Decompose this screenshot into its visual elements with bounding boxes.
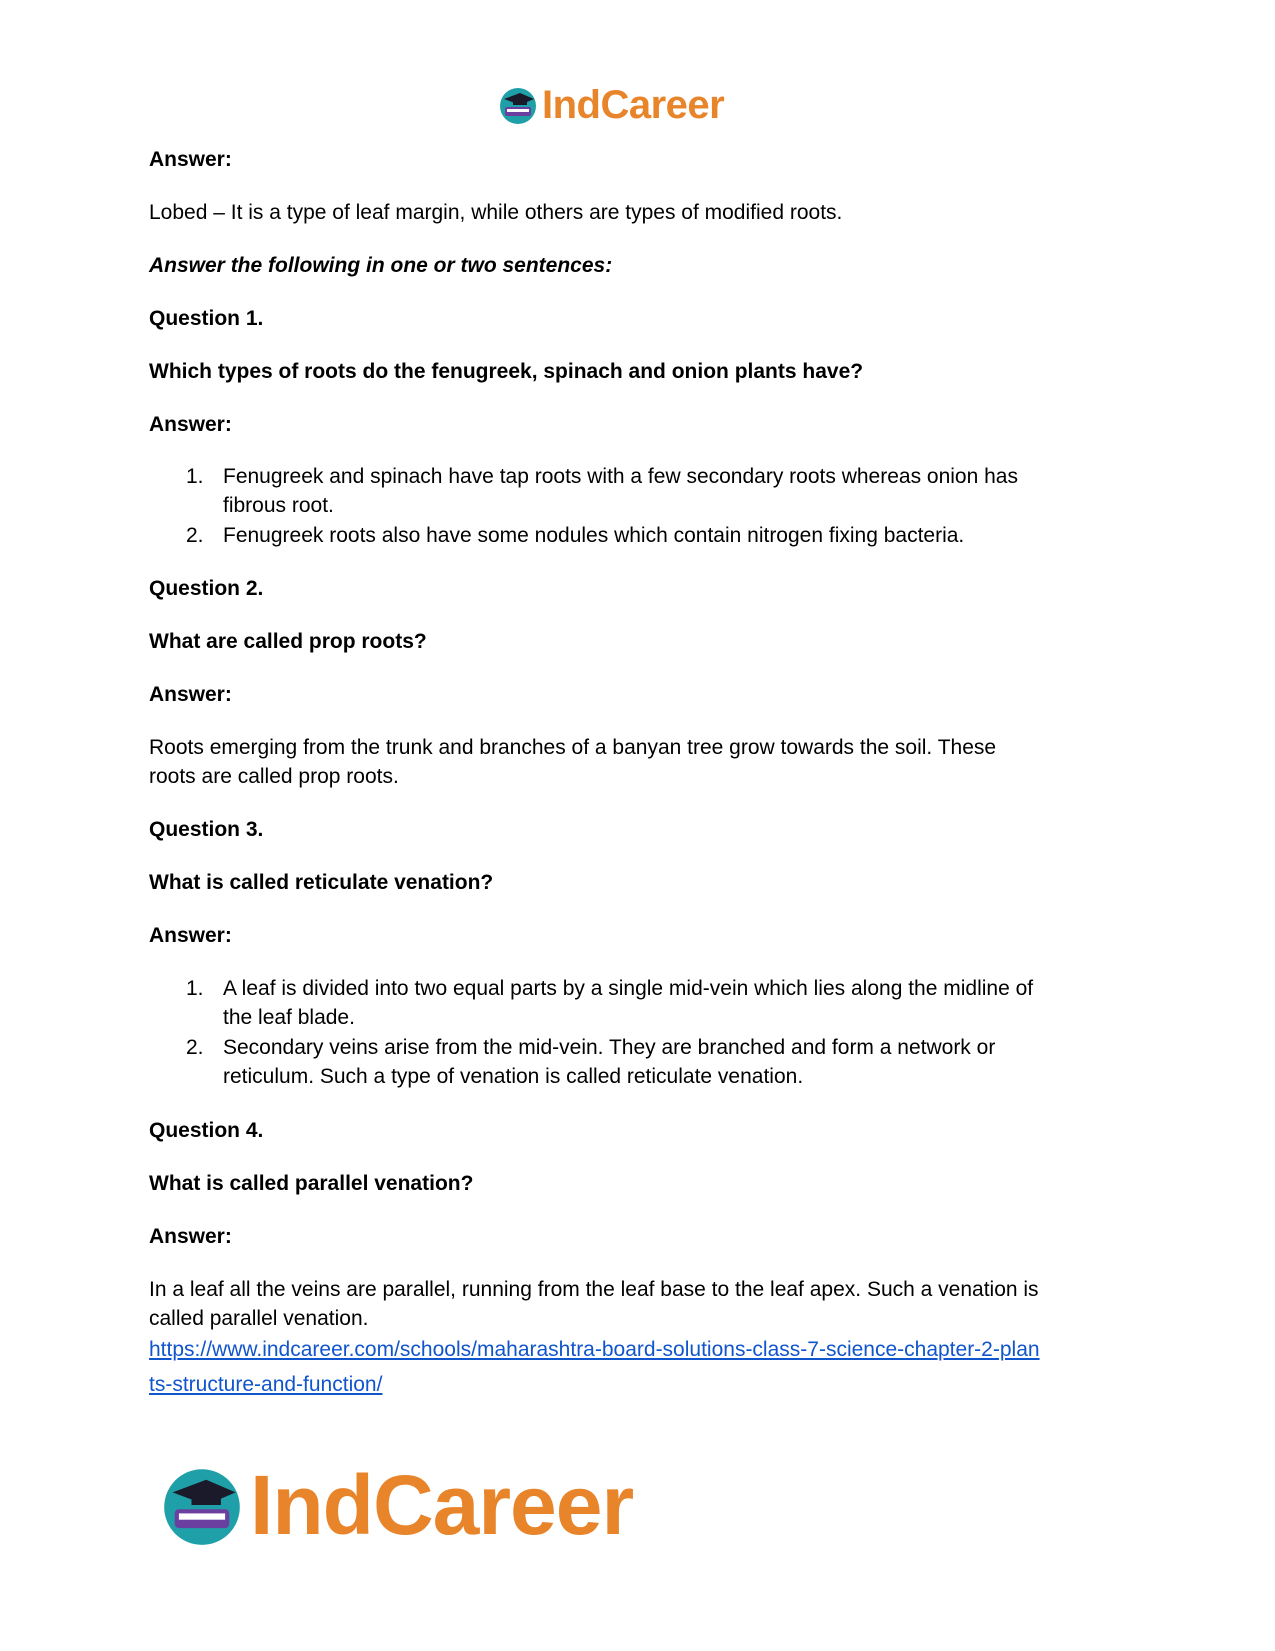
- list-item-number: 2.: [186, 1036, 204, 1059]
- graduation-book-icon: [160, 1463, 244, 1547]
- answer-label: Answer:: [149, 148, 232, 171]
- list-item-text: Secondary veins arise from the mid-vein. They are branched and form a network or: [223, 1036, 996, 1059]
- list-item-text-continued: reticulum. Such a type of venation is called reticulate venation.: [223, 1065, 804, 1088]
- list-item-text-continued: the leaf blade.: [223, 1006, 355, 1029]
- question-1-text: Which types of roots do the fenugreek, spinach and onion plants have?: [149, 360, 864, 383]
- question-2-answer-text: Roots emerging from the trunk and branches of a banyan tree grow towards the soil. These: [149, 736, 997, 759]
- question-3-text: What is called reticulate venation?: [149, 871, 494, 894]
- section-heading: Answer the following in one or two sentences:: [149, 254, 613, 277]
- source-link-continued[interactable]: ts-structure-and-function/: [149, 1373, 383, 1396]
- question-3-answer-label: Answer:: [149, 924, 232, 947]
- source-link[interactable]: https://www.indcareer.com/schools/maharashtra-board-solutions-class-7-science-chapter-2-plan: [149, 1338, 1040, 1361]
- question-2-answer-label: Answer:: [149, 683, 232, 706]
- list-item-number: 1.: [186, 465, 204, 488]
- list-item-number: 2.: [186, 524, 204, 547]
- question-1-label: Question 1.: [149, 307, 264, 330]
- question-4-label: Question 4.: [149, 1119, 264, 1142]
- question-2-label: Question 2.: [149, 577, 264, 600]
- footer-logo: [160, 1460, 633, 1550]
- list-item-text: A leaf is divided into two equal parts by a single mid-vein which lies along the midline of: [223, 977, 1034, 1000]
- question-4-answer-text: In a leaf all the veins are parallel, running from the leaf base to the leaf apex. Such a venation is: [149, 1278, 1039, 1301]
- question-2-text: What are called prop roots?: [149, 630, 427, 653]
- question-4-answer-text-continued: called parallel venation.: [149, 1307, 369, 1330]
- question-4-text: What is called parallel venation?: [149, 1172, 474, 1195]
- list-item-number: 1.: [186, 977, 204, 1000]
- list-item-text: Fenugreek and spinach have tap roots with a few secondary roots whereas onion has: [223, 465, 1018, 488]
- list-item-text: Fenugreek roots also have some nodules which contain nitrogen fixing bacteria.: [223, 524, 965, 547]
- answer-text: Lobed – It is a type of leaf margin, while others are types of modified roots.: [149, 201, 843, 224]
- graduation-book-icon: [498, 85, 538, 125]
- list-item-text-continued: fibrous root.: [223, 494, 334, 517]
- logo-wordmark: IndCareer: [250, 1458, 634, 1552]
- header-logo: [498, 80, 724, 130]
- logo-wordmark: IndCareer: [542, 83, 725, 127]
- question-1-answer-label: Answer:: [149, 413, 232, 436]
- question-3-label: Question 3.: [149, 818, 264, 841]
- question-2-answer-text-continued: roots are called prop roots.: [149, 765, 399, 788]
- question-4-answer-label: Answer:: [149, 1225, 232, 1248]
